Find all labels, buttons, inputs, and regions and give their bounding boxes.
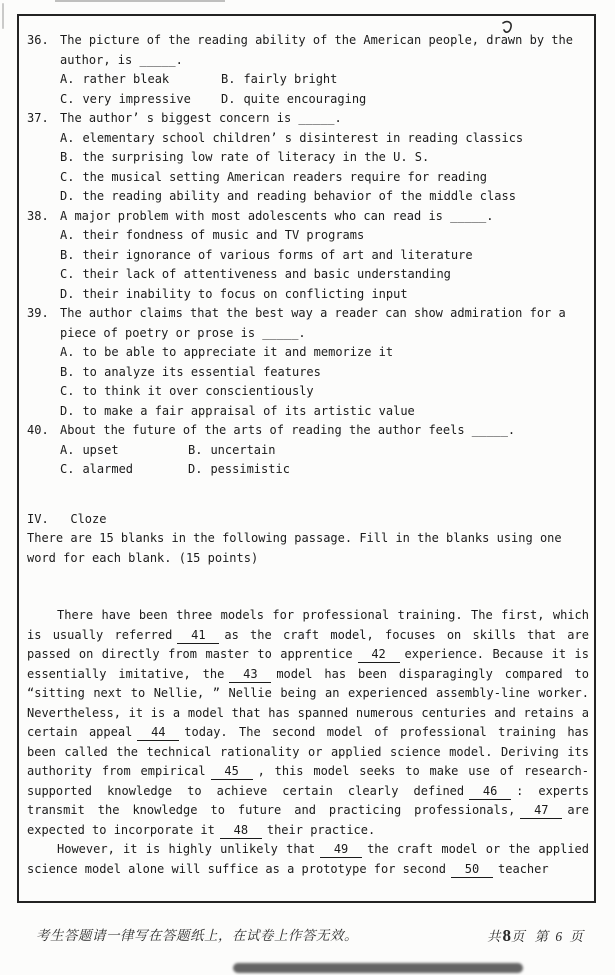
option-row — [27, 441, 589, 461]
cloze-blank-44: 44 — [137, 724, 179, 741]
question-text: A major problem with most adolescents who can read is _____. — [60, 208, 494, 223]
option-row — [27, 70, 589, 90]
option-D — [27, 285, 589, 305]
option-text: the surprising low rate of literacy in the U. S. — [82, 150, 430, 164]
option-text: the musical setting American readers require for reading — [82, 169, 488, 184]
option-label: C. — [60, 462, 75, 476]
option-D — [221, 92, 366, 106]
option-C — [27, 382, 589, 402]
passage-text: model has been disparagingly compared to “sitting next to Nellie, ” Nellie being an experienced assembly-line worker. Nevertheless, it is a model that has spanned numerous centuries and retains a certain appeal — [27, 666, 590, 739]
passage-text: as the craft model, focuses on skills that are passed on directly from master to apprentice — [27, 627, 589, 661]
option-label: B. — [60, 150, 75, 164]
cloze-blank-43: 43 — [229, 666, 271, 683]
question-37 — [27, 109, 589, 207]
option-row — [27, 90, 589, 110]
option-label: B. — [188, 442, 203, 457]
option-text: their lack of attentiveness and basic understanding — [82, 267, 451, 281]
option-text: upset — [82, 442, 119, 457]
cloze-blank-45: 45 — [211, 763, 253, 780]
option-D — [188, 462, 290, 476]
question-number: 36. — [27, 33, 49, 47]
option-text: rather bleak — [82, 72, 170, 86]
option-label: D. — [60, 189, 75, 203]
option-text: to think it over conscientiously — [82, 384, 314, 398]
cloze-blank-46: 46 — [469, 783, 511, 800]
question-38 — [27, 207, 589, 305]
option-A — [60, 70, 221, 90]
option-label: C. — [60, 91, 75, 106]
option-label: C. — [60, 384, 75, 398]
question-text: The picture of the reading ability of the American people, drawn by the author, is _____. — [60, 33, 573, 67]
option-label: B. — [60, 247, 75, 262]
cloze-paragraph-1 — [27, 606, 589, 840]
passage-text: today. The second model of professional training has been called the technical rationality or applied science model. Deriving its authority from empirical — [27, 725, 589, 778]
question-stem — [27, 304, 589, 343]
cloze-blank-42: 42 — [358, 646, 400, 663]
passage-text: experience. Because it is essentially imitative, the — [27, 647, 589, 681]
question-number: 37. — [27, 111, 49, 125]
question-40 — [27, 421, 589, 480]
option-text: alarmed — [82, 462, 134, 476]
question-36 — [27, 31, 589, 109]
option-B — [27, 246, 589, 266]
option-text: their fondness of music and TV programs — [82, 228, 365, 242]
pages-unit: 页 — [511, 929, 527, 944]
option-A — [27, 343, 589, 363]
option-label: C. — [60, 169, 75, 184]
cloze-blank-41: 41 — [177, 627, 219, 644]
scan-scratch-mark — [2, 3, 4, 29]
option-label: D. — [60, 403, 75, 418]
question-text: The author’ s biggest concern is _____. — [60, 111, 342, 125]
option-label: A. — [60, 345, 75, 359]
content-border-box — [17, 14, 596, 903]
option-label: B. — [60, 364, 75, 379]
option-C — [60, 90, 221, 110]
answer-sheet-notice: 考生答题请一律写在答题纸上，在试卷上作答无效。 — [36, 928, 358, 943]
cloze-blank-49: 49 — [320, 841, 362, 858]
option-C — [27, 265, 589, 285]
option-A — [27, 129, 589, 149]
question-stem — [27, 109, 589, 129]
option-row — [27, 460, 589, 480]
passage-text: : experts transmit the knowledge to future and practicing professionals, — [27, 783, 589, 817]
option-text: quite encouraging — [243, 91, 367, 106]
option-B — [27, 363, 589, 383]
passage-text: the craft model or the applied science model alone will suffice as a prototype for second — [27, 842, 589, 876]
option-text: pessimistic — [210, 462, 290, 476]
scan-edge-line — [55, 0, 225, 2]
option-label: A. — [60, 72, 75, 86]
cloze-paragraph-2 — [27, 840, 589, 879]
option-label: B. — [221, 72, 236, 86]
option-text: uncertain — [210, 442, 276, 457]
option-label: A. — [60, 130, 75, 145]
question-stem — [27, 31, 589, 70]
cloze-passage — [27, 606, 589, 879]
option-text: their ignorance of various forms of art and literature — [82, 247, 473, 262]
passage-text: their practice. — [266, 822, 376, 837]
option-D — [27, 402, 589, 422]
passage-text: There have been three models for professional training. The first, which is usually referred — [27, 608, 589, 642]
cloze-blank-47: 47 — [520, 802, 562, 819]
option-text: to be able to appreciate it and memorize it — [82, 345, 394, 359]
option-label: D. — [221, 91, 236, 106]
option-A — [27, 226, 589, 246]
option-B — [221, 72, 337, 86]
option-B — [27, 148, 589, 168]
question-number: 39. — [27, 306, 49, 320]
option-D — [27, 187, 589, 207]
page-footer — [0, 926, 615, 956]
option-B — [188, 443, 275, 457]
option-label: D. — [188, 462, 203, 476]
question-number: 40. — [27, 423, 49, 437]
question-39 — [27, 304, 589, 421]
page-indicator — [487, 926, 585, 947]
pages-prefix: 共 — [487, 929, 503, 944]
question-number: 38. — [27, 208, 49, 223]
passage-text: teacher — [498, 861, 549, 876]
option-A — [60, 441, 188, 461]
option-text: the reading ability and reading behavior of the middle class — [82, 189, 516, 203]
option-text: to make a fair appraisal of its artistic value — [82, 403, 415, 418]
cloze-instructions: There are 15 blanks in the following passage. Fill in the blanks using one word for each blank. (15 points) — [27, 531, 562, 565]
scan-artifact-bottom-bar — [233, 963, 523, 973]
option-text: very impressive — [82, 91, 191, 106]
page-current: 第 6 页 — [534, 929, 585, 944]
question-stem — [27, 421, 589, 441]
passage-text: However, it is highly unlikely that — [57, 842, 316, 856]
option-C — [27, 168, 589, 188]
option-C — [60, 460, 188, 480]
cloze-section-title: IV. Cloze — [27, 511, 107, 526]
pages-total: 8 — [502, 926, 511, 945]
option-text: fairly bright — [243, 72, 338, 86]
option-label: A. — [60, 228, 75, 242]
option-text: elementary school children’ s disinterest in reading classics — [82, 130, 524, 145]
passage-text: , this model seeks to make use of research-supported knowledge to achieve certain clearly defined — [27, 764, 589, 798]
cloze-blank-48: 48 — [220, 822, 262, 839]
option-text: their inability to focus on conflicting input — [82, 286, 408, 301]
question-text: About the future of the arts of reading the author feels _____. — [60, 423, 516, 437]
option-label: A. — [60, 442, 75, 457]
question-stem — [27, 207, 589, 227]
option-label: D. — [60, 286, 75, 301]
option-text: to analyze its essential features — [82, 364, 321, 379]
cloze-blank-50: 50 — [451, 861, 493, 878]
question-text: The author claims that the best way a reader can show admiration for a piece of poetry or prose is _____. — [60, 306, 566, 340]
passage-text: are expected to incorporate it — [27, 803, 589, 837]
option-label: C. — [60, 267, 75, 281]
